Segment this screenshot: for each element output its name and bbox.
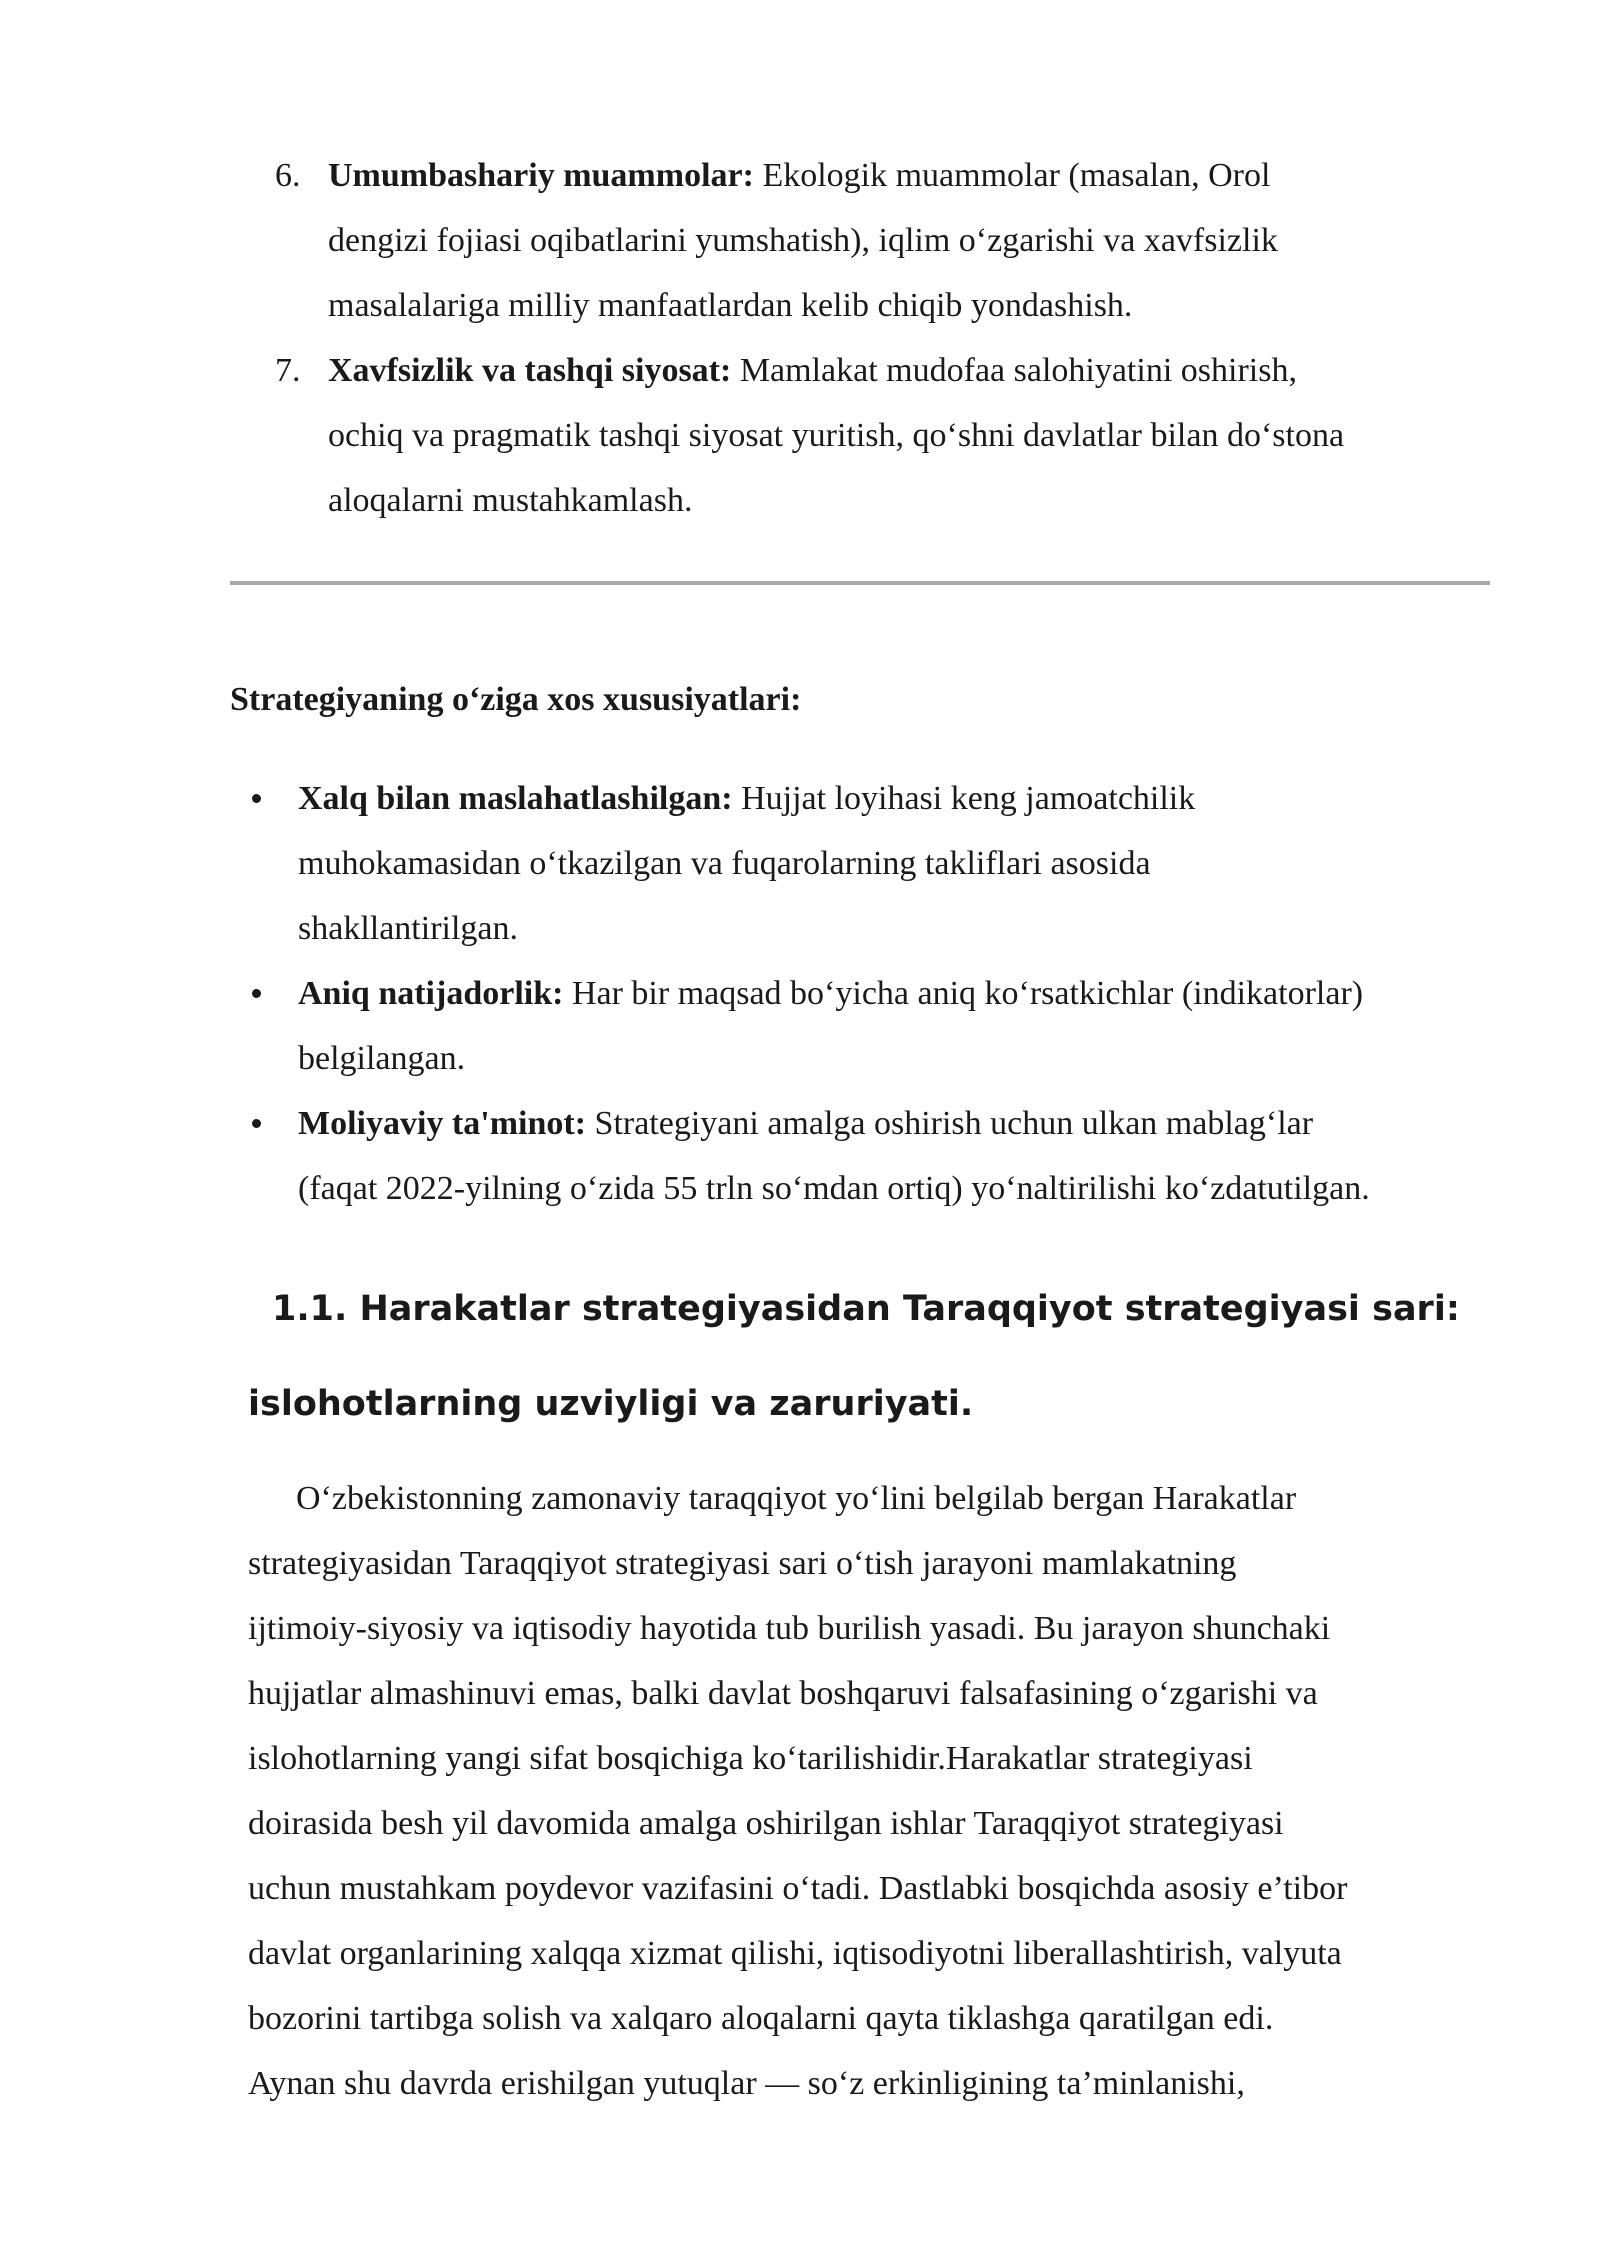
list-item-text: muhokamasidan o‘tkazilgan va fuqarolarning takliflari asosida [298,845,1151,882]
paragraph-line: ijtimoiy-siyosiy va iqtisodiy hayotida tub burilish yasadi. Bu jarayon shunchaki [248,1610,1331,1647]
list-item-text: masalalariga milliy manfaatlardan kelib chiqib yondashish. [328,287,1133,324]
paragraph-line: bozorini tartibga solish va xalqaro aloqalarni qayta tiklashga qaratilgan edi. [248,2000,1274,2037]
paragraph-line: O‘zbekistonning zamonaviy taraqqiyot yo‘lini belgilab bergan Harakatlar [296,1480,1297,1517]
list-item-text: aloqalarni mustahkamlash. [328,482,693,519]
paragraph-line: strategiyasidan Taraqqiyot strategiyasi sari o‘tish jarayoni mamlakatning [248,1545,1237,1582]
list-item-text: dengizi fojiasi oqibatlarini yumshatish), iqlim o‘zgarishi va xavfsizlik [328,222,1278,259]
body-paragraph [248,1466,1498,2116]
list-item-title: Xalq bilan maslahatlashilgan: [298,780,733,817]
list-item-text: belgilangan. [298,1040,466,1077]
list-item-text: Hujjat loyihasi keng jamoatchilik [732,780,1196,817]
list-item [230,766,1500,961]
list-item [230,338,1500,533]
list-item-text: shakllantirilgan. [298,910,519,947]
list-item-title: Xavfsizlik va tashqi siyosat: [328,352,732,389]
list-item-text: Ekologik muammolar (masalan, Orol [753,157,1271,194]
bullet-list [230,766,1500,1221]
paragraph-line: hujjatlar almashinuvi emas, balki davlat boshqaruvi falsafasining o‘zgarishi va [248,1675,1318,1712]
list-item-title: Moliyaviy ta'minot: [298,1105,587,1142]
list-number: 6. [275,157,301,194]
list-item-text: (faqat 2022-yilning o‘zida 55 trln so‘mdan ortiq) yo‘naltirilishi ko‘zdatutilgan. [298,1170,1370,1207]
ordered-list [230,143,1500,533]
paragraph-line: davlat organlarining xalqqa xizmat qilishi, iqtisodiyotni liberallashtirish, valyuta [248,1935,1342,1972]
list-item-text: Mamlakat mudofaa salohiyatini oshirish, [731,352,1297,389]
section-subtitle: Strategiyaning o‘ziga xos xususiyatlari: [230,681,802,718]
bullet-icon [252,794,261,803]
list-item-title: Aniq natijadorlik: [298,975,564,1012]
list-item [230,961,1500,1091]
bullet-icon [252,1119,261,1128]
list-item-text: ochiq va pragmatik tashqi siyosat yuritish, qo‘shni davlatlar bilan do‘stona [328,417,1345,454]
list-item-title: Umumbashariy muammolar: [328,157,754,194]
section-heading [248,1262,1488,1452]
paragraph-line: islohotlarning yangi sifat bosqichiga ko‘tarilishidir.Harakatlar strategiyasi [248,1740,1253,1777]
paragraph-line: uchun mustahkam poydevor vazifasini o‘tadi. Dastlabki bosqichda asosiy e’tibor [248,1870,1348,1907]
list-item-text: Har bir maqsad bo‘yicha aniq ko‘rsatkichlar (indikatorlar) [563,975,1364,1012]
paragraph-line: Aynan shu davrda erishilgan yutuqlar — so‘z erkinligining ta’minlanishi, [248,2065,1245,2102]
section-heading-line: 1.1. Harakatlar strategiyasidan Taraqqiyot strategiyasi sari: [272,1289,1460,1329]
paragraph-line: doirasida besh yil davomida amalga oshirilgan ishlar Taraqqiyot strategiyasi [248,1805,1284,1842]
bullet-icon [252,989,261,998]
list-item-text: Strategiyani amalga oshirish uchun ulkan mablag‘lar [586,1105,1314,1142]
list-item [230,143,1500,338]
section-heading-line: islohotlarning uzviyligi va zaruriyati. [248,1384,974,1424]
list-number: 7. [275,352,301,389]
horizontal-divider [230,581,1490,585]
list-item [230,1091,1500,1221]
